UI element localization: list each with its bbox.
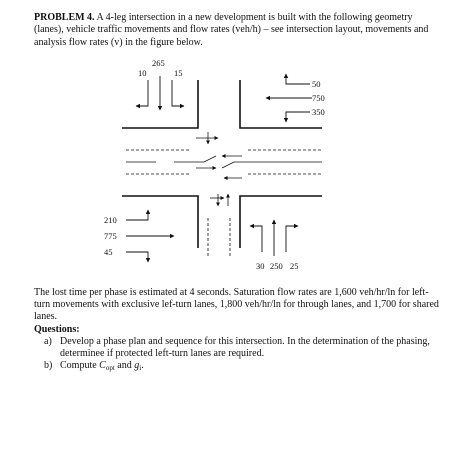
question-b-text-mid: and (114, 360, 135, 372)
c-variable: C (99, 360, 106, 372)
south-movement-arrows (250, 220, 298, 256)
questions-heading: Questions: (34, 323, 80, 335)
g-subscript: i (139, 364, 142, 373)
north-through-volume: 265 (152, 58, 165, 68)
g-variable: g (134, 360, 140, 372)
west-left-volume: 210 (104, 215, 117, 225)
west-through-volume: 775 (104, 231, 117, 241)
problem-label: PROBLEM 4. (34, 12, 95, 23)
question-a-text: Develop a phase plan and sequence for this intersection. In the determination of the phasing, determinee if protected left-turn lanes are required. (60, 335, 430, 360)
conditions-paragraph: The lost time per phase is estimated at 4 seconds. Saturation flow rates are 1,600 veh/hr/ln for left-turn movements with exclusive lef-turn lanes, 1,800 veh/hr/ln for through lanes, and 1,700 for shared lanes. (34, 287, 439, 323)
curb-ne (240, 80, 322, 128)
east-right-volume: 50 (312, 79, 321, 89)
questions-list (34, 336, 444, 375)
question-a-marker: a) (44, 335, 52, 347)
south-right-volume: 25 (290, 261, 299, 271)
curb-lines (122, 80, 322, 248)
east-left-volume: 350 (312, 107, 325, 117)
east-through-volume: 750 (312, 93, 325, 103)
north-left-volume: 10 (138, 68, 147, 78)
intersection-diagram (100, 58, 340, 273)
lane-markings (126, 150, 322, 258)
problem-text: A 4-leg intersection in a new development is built with the following geometry (lanes), vehicle traffic movements and flow rates (veh/h) – see intersection layout, movements and analysis flow rates (v) in the figure below. (34, 12, 429, 48)
question-b-marker: b) (44, 360, 53, 372)
west-movement-arrows (126, 210, 174, 262)
north-movement-arrows (136, 76, 184, 110)
east-movement-arrows (266, 74, 312, 122)
curb-sw (122, 196, 198, 248)
question-b-text-before: Compute (60, 360, 100, 372)
question-b (44, 360, 444, 374)
problem-details (34, 287, 444, 374)
question-b-text-after: . (141, 360, 144, 372)
center-lane-arrows (196, 132, 242, 206)
west-right-volume: 45 (104, 247, 113, 257)
south-left-volume: 30 (256, 261, 265, 271)
c-subscript: opt (105, 364, 115, 373)
south-through-volume: 250 (270, 261, 283, 271)
problem-statement (34, 12, 444, 49)
question-a (44, 336, 444, 360)
curb-se (240, 196, 322, 248)
north-right-volume: 15 (174, 68, 183, 78)
